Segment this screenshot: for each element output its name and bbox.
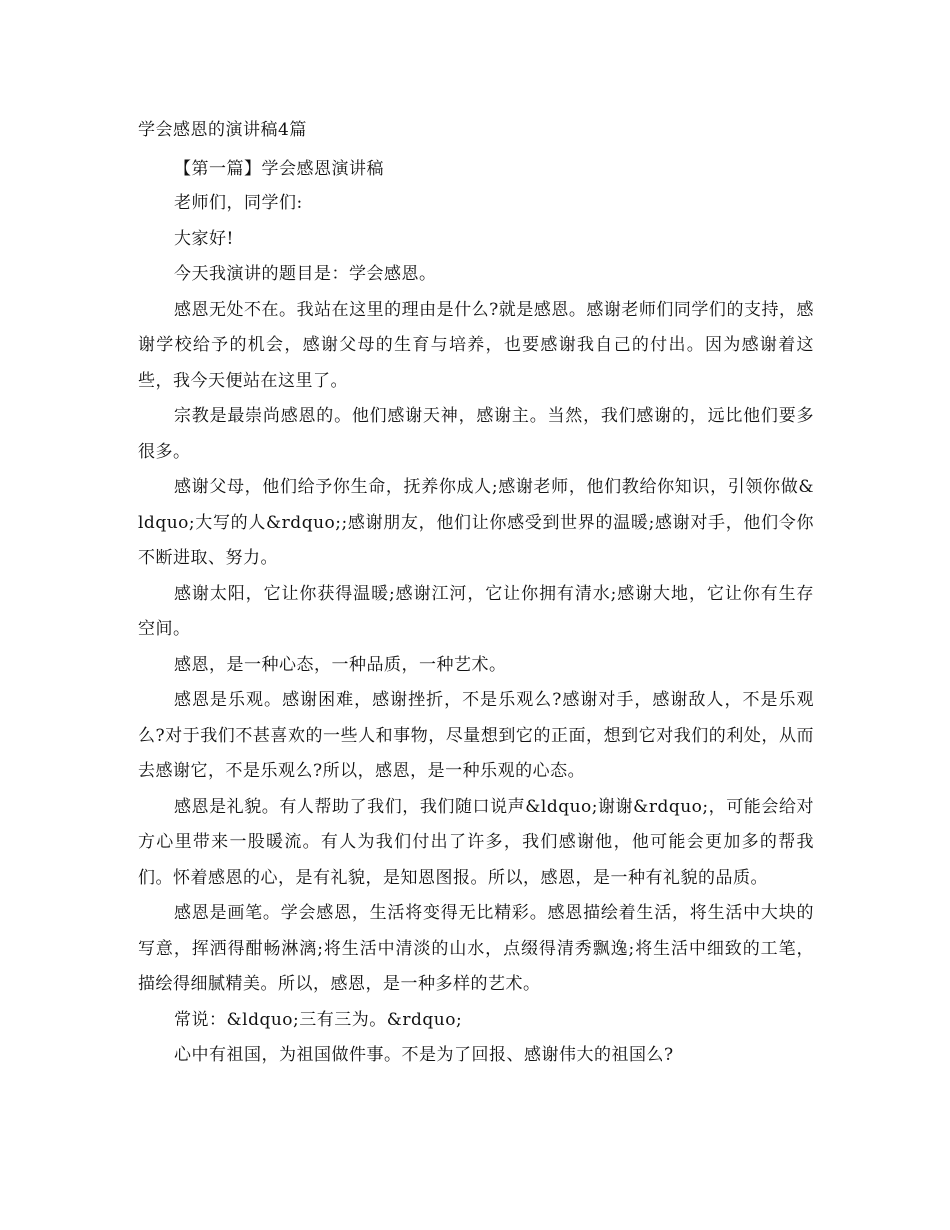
- body-paragraph: 心中有祖国，为祖国做件事。不是为了回报、感谢伟大的祖国么?: [174, 1045, 674, 1065]
- section-heading: 【第一篇】学会感恩演讲稿: [174, 159, 384, 179]
- body-paragraph: 感谢太阳，它让你获得温暖;感谢江河，它让你拥有清水;感谢大地，它让你有生存空间。: [138, 583, 814, 639]
- speech-topic: 今天我演讲的题目是：学会感恩。: [174, 264, 437, 284]
- body-paragraph: 宗教是最崇尚感恩的。他们感谢天神，感谢主。当然，我们感谢的，远比他们要多很多。: [138, 406, 814, 462]
- body-paragraph: 感恩是画笔。学会感恩，生活将变得无比精彩。感恩描绘着生活，将生活中大块的写意，挥洒得酣畅淋漓;将生活中清淡的山水，点缀得清秀飘逸;将生活中细致的工笔，描绘得细腻精美。所以，感恩，是一种多样的艺术。: [138, 903, 814, 994]
- document-title: 学会感恩的演讲稿4篇: [138, 120, 307, 140]
- body-paragraph: 感恩无处不在。我站在这里的理由是什么?就是感恩。感谢老师们同学们的支持，感谢学校给予的机会，感谢父母的生育与培养，也要感谢我自己的付出。因为感谢着这些，我今天便站在这里了。: [138, 299, 814, 391]
- document-page: [138, 118, 814, 1074]
- body-paragraph: 感谢父母，他们给予你生命，抚养你成人;感谢老师，他们教给你知识，引领你做&ldquo;大写的人&rdquo;;感谢朋友，他们让你感受到世界的温暖;感谢对手，他们令你不断进取、努力。: [138, 477, 814, 568]
- salutation: 老师们，同学们:: [174, 193, 303, 213]
- body-paragraph: 感恩是礼貌。有人帮助了我们，我们随口说声&ldquo;谢谢&rdquo;，可能会给对方心里带来一股暖流。有人为我们付出了许多，我们感谢他，他可能会更加多的帮我们。怀着感恩的心，是有礼貌，是知恩图报。所以，感恩，是一种有礼貌的品质。: [138, 796, 814, 888]
- body-paragraph: 常说：&ldquo;三有三为。&rdquo;: [174, 1009, 463, 1030]
- body-paragraph: 感恩，是一种心态，一种品质，一种艺术。: [174, 654, 507, 675]
- greeting: 大家好!: [174, 228, 234, 249]
- body-paragraph: 感恩是乐观。感谢困难，感谢挫折，不是乐观么?感谢对手，感谢敌人，不是乐观么?对于我们不甚喜欢的一些人和事物，尽量想到它的正面，想到它对我们的利处，从而去感谢它，不是乐观么?所以，感恩，是一种乐观的心态。: [138, 690, 814, 781]
